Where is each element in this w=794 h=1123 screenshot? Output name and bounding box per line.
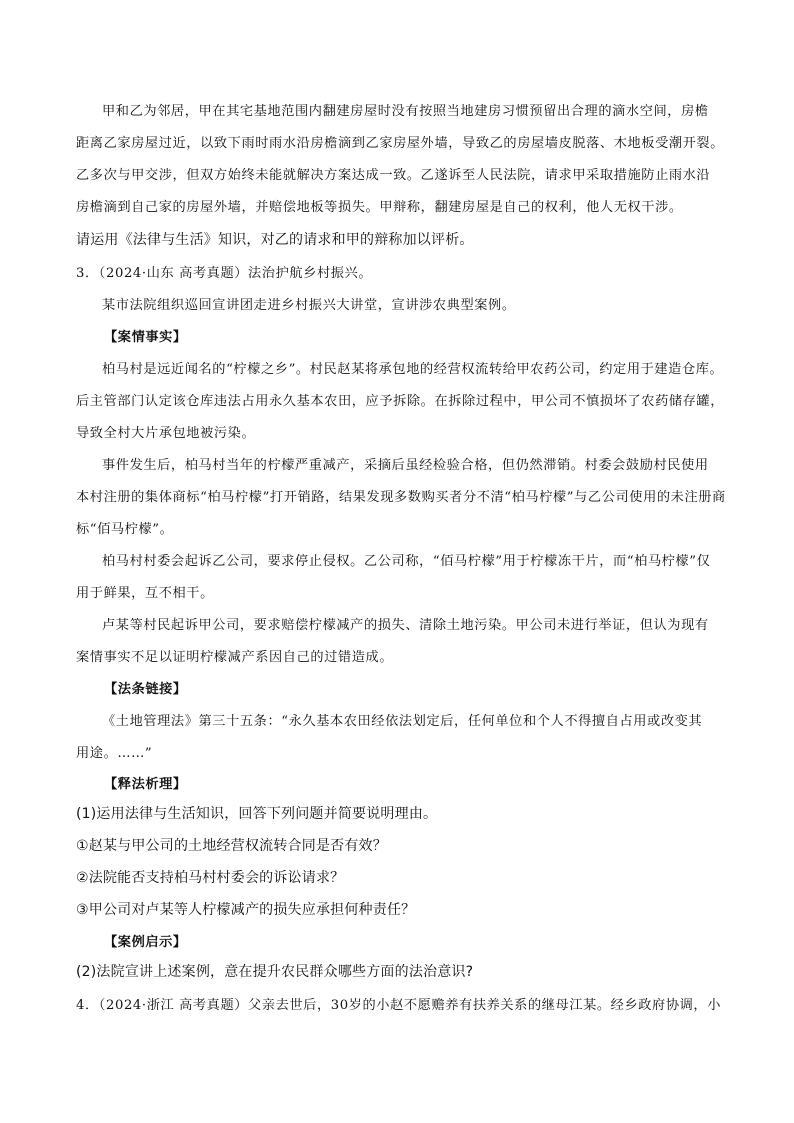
- q3-para1-line-2: 后主管部门认定该仓库违法占用永久基本农田，应予拆除。在拆除过程中，甲公司不慎损坏了农药储存罐，: [76, 394, 725, 409]
- q3-intro: 某市法院组织巡回宣讲团走进乡村振兴大讲堂，宣讲涉农典型案例。: [102, 298, 516, 313]
- q3-para2-line-1: 事件发生后，柏马村当年的柠檬严重减产，采摘后虽经检验合格，但仍然滞销。村委会鼓励村民使用: [102, 458, 709, 473]
- q2-line-1: 甲和乙为邻居，甲在其宅基地范围内翻建房屋时没有按照当地建房习惯预留出合理的滴水空间，房檐: [102, 104, 709, 119]
- q2-line-3: 乙多次与甲交涉，但双方始终未能就解决方案达成一致。乙遂诉至人民法院，请求甲采取措施防止雨水沿: [76, 168, 711, 183]
- q3-law-line-2: 用途。……”: [76, 746, 153, 761]
- q2-line-2: 距离乙家房屋过近，以致下雨时雨水沿房檐滴到乙家房屋外墙，导致乙的房屋墙皮脱落、木地板受潮开裂。: [76, 136, 725, 151]
- q3-para1-line-3: 导致全村大片承包地被污染。: [76, 426, 256, 441]
- q3-law-title: 【法条链接】: [104, 682, 187, 697]
- q4-header: 4．（2024·浙江 高考真题）父亲去世后，30岁的小赵不愿赡养有扶养关系的继母江某。经乡政府协调，小: [76, 998, 721, 1013]
- q3-para4-line-1: 卢某等村民起诉甲公司，要求赔偿柠檬减产的损失、清除土地污染。甲公司未进行举证，但认为现有: [102, 618, 709, 633]
- q3-para3-line-1: 柏马村村委会起诉乙公司，要求停止侵权。乙公司称，“佰马柠檬”用于柠檬冻干片，而“柏马柠檬”仅: [102, 554, 711, 569]
- q3-para1-line-1: 柏马村是远近闻名的“柠檬之乡”。村民赵某将承包地的经营权流转给甲农药公司，约定用于建造仓库。: [102, 362, 724, 377]
- q3-sub1-item-3: ③甲公司对卢某等人柠檬减产的损失应承担何种责任？: [76, 902, 416, 918]
- q3-sub2: (2)法院宣讲上述案例，意在提升农民群众哪些方面的法治意识?: [76, 964, 474, 980]
- q3-analysis-title: 【释法析理】: [104, 777, 187, 792]
- q3-header: 3．（2024·山东 高考真题）法治护航乡村振兴。: [76, 266, 373, 281]
- q2-question: 请运用《法律与生活》知识，对乙的请求和甲的辩称加以评析。: [76, 232, 474, 248]
- q3-sub1: (1)运用法律与生活知识，回答下列问题并简要说明理由。: [76, 806, 438, 822]
- q3-insight-title: 【案例启示】: [104, 935, 187, 950]
- q3-para2-line-3: 标“佰马柠檬”。: [76, 522, 174, 537]
- q3-para4-line-2: 案情事实不足以证明柠檬减产系因自己的过错造成。: [76, 650, 394, 665]
- q3-sub1-item-1: ①赵某与甲公司的土地经营权流转合同是否有效？: [76, 838, 387, 854]
- q3-sub1-item-2: ②法院能否支持柏马村村委会的诉讼请求？: [76, 870, 345, 886]
- q3-facts-title: 【案情事实】: [104, 330, 187, 345]
- q3-law-line-1: 《土地管理法》第三十五条：“永久基本农田经依法划定后，任何单位和个人不得擅自占用或改变其: [102, 714, 703, 729]
- q3-para2-line-2: 本村注册的集体商标“柏马柠檬”打开销路，结果发现多数购买者分不清“柏马柠檬”与乙公司使用的未注册商: [76, 490, 726, 505]
- q2-line-4: 房檐滴到自己家的房屋外墙，并赔偿地板等损失。甲辩称，翻建房屋是自己的权利，他人无权干涉。: [76, 200, 683, 215]
- q3-para3-line-2: 用于鲜果，互不相干。: [76, 586, 214, 601]
